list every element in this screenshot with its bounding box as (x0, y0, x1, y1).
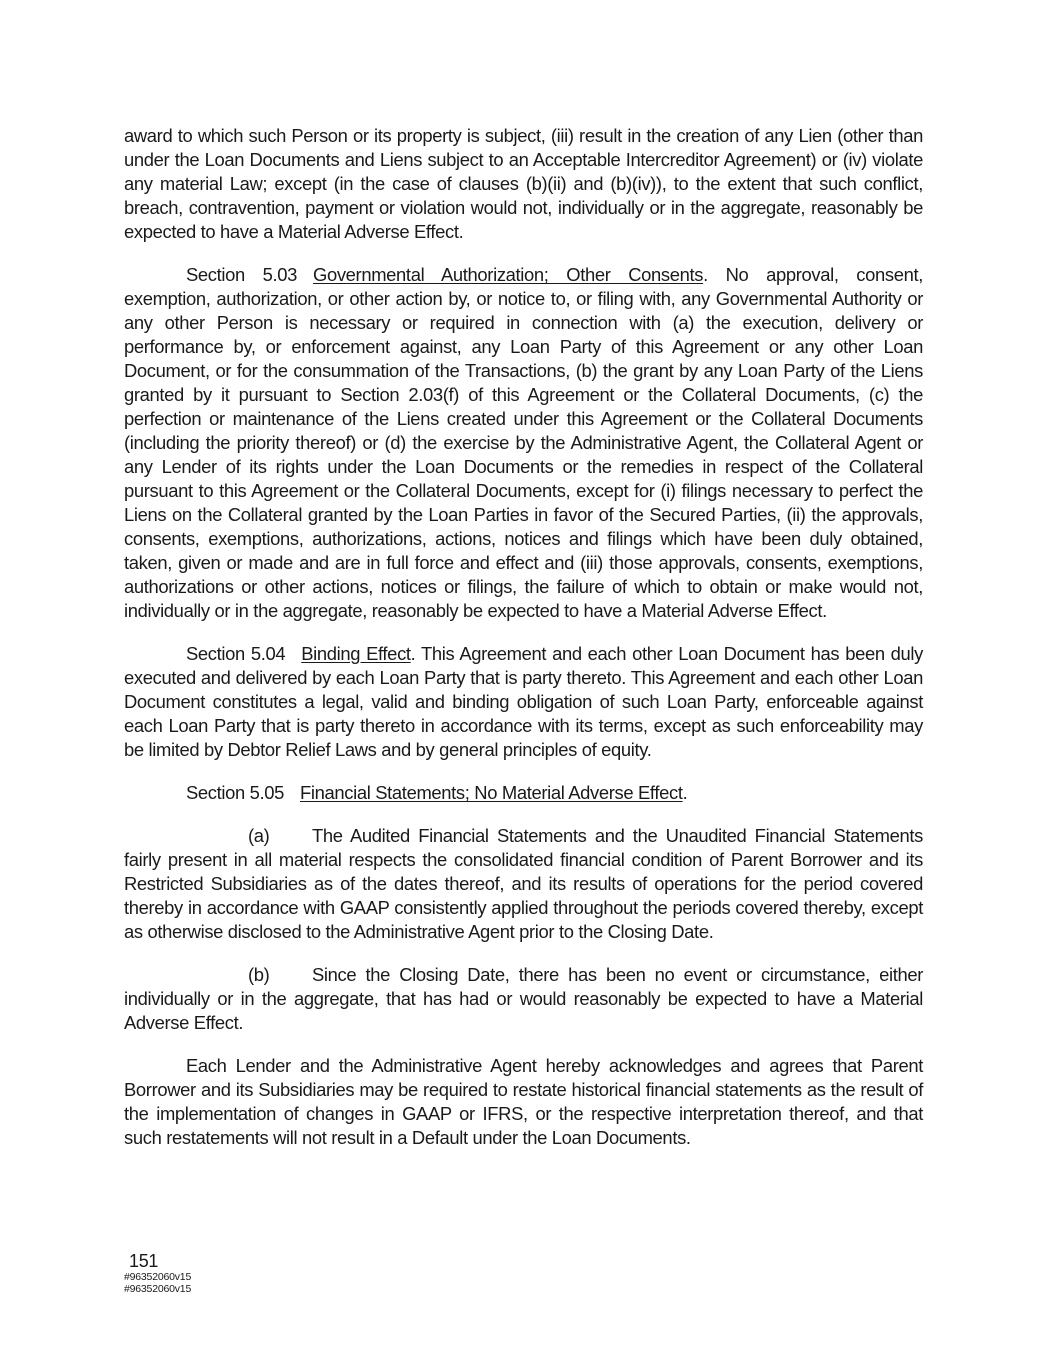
document-id: #96352060v15 (124, 1283, 192, 1295)
clause-label: (b) (248, 964, 270, 985)
page-footer (124, 1252, 191, 1295)
closing-paragraph: Each Lender and the Administrative Agent hereby acknowledges and agrees that Parent Borrower and its Subsidiaries may be required to restate historical financial statements as the result of the implementation of changes in GAAP or IFRS, or the respective interpretation thereof, and that such restatements will not result in a Default under the Loan Documents. (124, 1055, 923, 1148)
section-title: Governmental Authorization; Other Consents (313, 264, 704, 285)
clause-b (124, 963, 923, 1035)
paragraph-continuation: award to which such Person or its property is subject, (iii) result in the creation of any Lien (other than under the Loan Documents and Liens subject to an Acceptable Intercreditor Agreement) or (iv) violate any material Law; except (in the case of clauses (b)(ii) and (b)(iv)), to the extent that such conflict, breach, contravention, payment or violation would not, individually or in the aggregate, reasonably be expected to have a Material Adverse Effect. (124, 125, 923, 242)
document-body (124, 124, 923, 1169)
section-number: Section 5.05 (186, 782, 285, 803)
document-id: #96352060v15 (124, 1271, 192, 1283)
section-5-05 (124, 781, 923, 805)
clause-body: The Audited Financial Statements and the Unaudited Financial Statements fairly present in all material respects the consolidated financial condition of Parent Borrower and its Restricted Subsidiaries as of the dates thereof, and its results of operations for the period covered thereby in accordance with GAAP consistently applied throughout the periods covered thereby, except as otherwise disclosed to the Administrative Agent prior to the Closing Date. (124, 825, 923, 942)
clause-label: (a) (248, 825, 270, 846)
page-number: 151 (129, 1251, 159, 1271)
section-period: . (682, 782, 688, 803)
section-body: . This Agreement and each other Loan Document has been duly executed and delivered by each Loan Party that is party thereto. This Agreement and each other Loan Document constitutes a legal, valid and binding obligation of such Loan Party, enforceable against each Loan Party that is party thereto in accordance with its terms, except as such enforceability may be limited by Debtor Relief Laws and by general principles of equity. (124, 643, 923, 760)
section-5-04 (124, 642, 923, 762)
section-title: Binding Effect (301, 643, 411, 664)
section-5-03 (124, 263, 923, 623)
section-body: . No approval, consent, exemption, authorization, or other action by, or notice to, or filing with, any Governmental Authority or any other Person is necessary or required in connection with (a) the execution, delivery or performance by, or enforcement against, any Loan Party of this Agreement or any other Loan Document, or for the consummation of the Transactions, (b) the grant by any Loan Party of the Liens granted by it pursuant to Section 2.03(f) of this Agreement or the Collateral Documents, (c) the perfection or maintenance of the Liens created under this Agreement or the Collateral Documents (including the priority thereof) or (d) the exercise by the Administrative Agent, the Collateral Agent or any Lender of its rights under the Loan Documents or the remedies in respect of the Collateral pursuant to this Agreement or the Collateral Documents, except for (i) filings necessary to perfect the Liens on the Collateral granted by the Loan Parties in favor of the Secured Parties, (ii) the approvals, consents, exemptions, authorizations, actions, notices and filings which have been duly obtained, taken, given or made and are in full force and effect and (iii) those approvals, consents, exemptions, authorizations or other actions, notices or filings, the failure of which to obtain or make would not, individually or in the aggregate, reasonably be expected to have a Material Adverse Effect. (124, 264, 924, 621)
clause-body: Since the Closing Date, there has been no event or circumstance, either individually or in the aggregate, that has had or would reasonably be expected to have a Material Adverse Effect. (124, 964, 923, 1033)
section-number: Section 5.04 (186, 643, 286, 664)
section-number: Section 5.03 (186, 264, 297, 285)
clause-a (124, 824, 923, 944)
section-title: Financial Statements; No Material Adverse Effect (300, 782, 683, 803)
